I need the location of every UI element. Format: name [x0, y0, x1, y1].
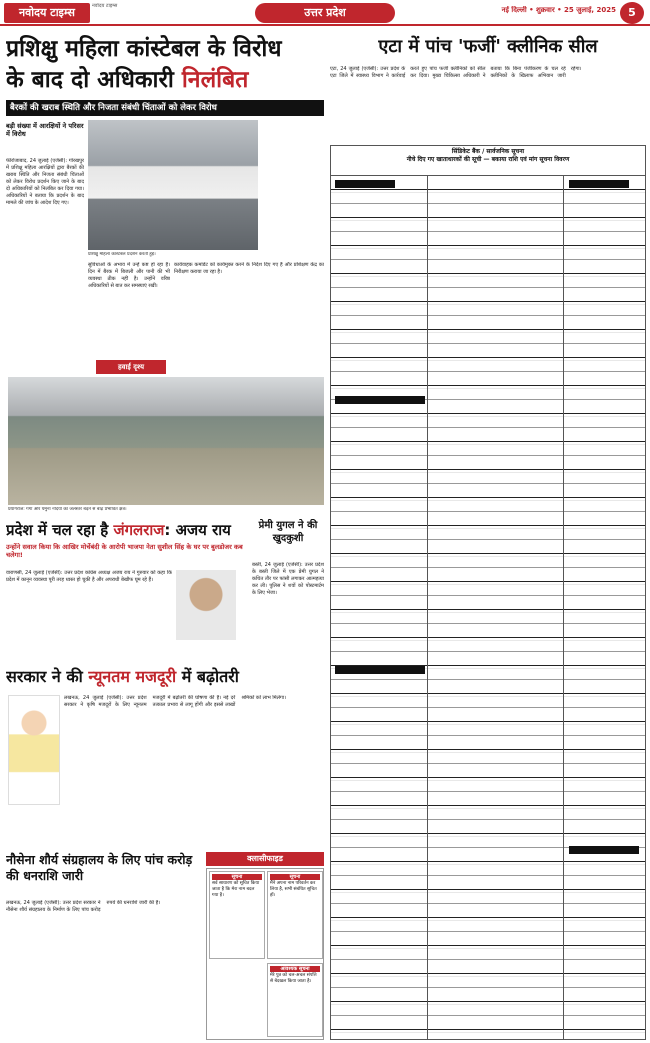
dateline: नई दिल्ली • शुक्रवार • 25 जुलाई, 2025 [501, 6, 616, 14]
protest-photo-caption: प्रशिक्षु महिला कांस्टेबल प्रदर्शन करती हुईं। [88, 252, 156, 257]
story4-headline [6, 665, 324, 689]
protest-photo [88, 120, 258, 250]
story2-headline-red: जंगलराज [113, 521, 165, 539]
story3-body: बस्ती, 24 जुलाई (एजेंसी): उत्तर प्रदेश के बस्ती जिले में एक प्रेमी युगल ने कथित तौर पर फांसी लगाकर आत्महत्या कर ली। पुलिस ने शवों को पोस्टमार्टम के लिए भेजा। [252, 562, 324, 596]
flood-photo-caption: प्रयागराज: गंगा और यमुना नदियों का जलस्तर बढ़ने से बाढ़ प्रभावित क्षेत्र। [8, 507, 127, 512]
bank-notice-grid [331, 176, 645, 1039]
bank-notice-title: सिंडिकेट बैंक / सार्वजनिक सूचना [451, 148, 525, 155]
right-headline: एटा में पांच 'फर्जी' क्लीनिक सील [378, 36, 598, 57]
story2-headline [6, 519, 248, 541]
lead-headline-part1: प्रशिक्षु महिला कांस्टेबल के विरोध [6, 36, 282, 62]
classified-ad-title: सूचना [270, 874, 320, 880]
page-number: 5 [620, 2, 644, 24]
bank-notice-header [331, 146, 645, 176]
labour-illustration [8, 695, 60, 805]
story4-body: लखनऊ, 24 जुलाई (एजेंसी): उत्तर प्रदेश सरकार ने कृषि मजदूरों के लिए न्यूनतम मजदूरी में बढ़ोतरी की घोषणा की है। नई दरें तत्काल प्रभाव से लागू होंगी और इससे लाखों श्रमिकों को लाभ मिलेगा। [64, 695, 287, 708]
newspaper-logo: नवोदय टाइम्स [4, 3, 90, 23]
lead-subhead: बैरकों की खराब स्थिति और निजता संबंधी चिंताओं को लेकर विरोध [6, 100, 324, 116]
lead-headline [6, 34, 324, 98]
ajay-rai-portrait [176, 570, 236, 640]
classified-ad-title: सूचना [212, 874, 262, 880]
section-state-label: उत्तर प्रदेश [255, 3, 395, 23]
notice-block [335, 396, 425, 404]
story5-body: लखनऊ, 24 जुलाई (एजेंसी): उत्तर प्रदेश सरकार ने नौसेना शौर्य संग्रहालय के निर्माण के लिए पांच करोड़ रुपये की धनराशि जारी की है। [6, 900, 161, 913]
story2-body: वाराणसी, 24 जुलाई (एजेंसी): उत्तर प्रदेश कांग्रेस अध्यक्ष अजय राय ने गुरुवार को कहा कि प्रदेश में कानून व्यवस्था पूरी तरह ध्वस्त हो चुकी है और अपराधी बेखौफ घूम रहे हैं। [6, 570, 172, 583]
classified-ad-text: सर्व साधारण को सूचित किया जाता है कि मेरा नाम बदल गया है। [212, 881, 260, 898]
right-body: एटा, 24 जुलाई (एजेंसी): उत्तर प्रदेश के एटा जिले में स्वास्थ्य विभाग ने कार्रवाई करते हुए पांच फर्जी क्लीनिकों को सील कर दिया। मुख्य चिकित्सा अधिकारी ने बताया कि बिना पंजीकरण के चल रहे क्लीनिकों के खिलाफ अभियान जारी रहेगा। [330, 66, 582, 79]
story5-headline: नौसेना शौर्य संग्रहालय के लिए पांच करोड़ की धनराशि जारी [6, 852, 193, 883]
story4-headline-part1: सरकार ने की [6, 667, 83, 686]
flood-aerial-photo [8, 377, 324, 505]
lead-column-1: फीरोजाबाद, 24 जुलाई (एजेंसी): गोरखपुर में प्रशिक्षु महिला आरक्षियों द्वारा बैरकों की खराब स्थिति और निजता संबंधी चिंताओं को लेकर विरोध प्रदर्शन किए जाने के बाद दो अधिकारियों को निलंबित कर दिया गया। अधिकारियों ने बताया कि प्रदर्शन के बाद मामले की जांच के आदेश दिए गए। [6, 158, 84, 206]
story4-headline-part2: में बढ़ोतरी [181, 667, 239, 686]
lead-bullet: बड़ी संख्या में आरक्षियों ने परिसर में विरोध [6, 122, 84, 138]
classified-ad [267, 871, 323, 959]
bank-notice [330, 145, 646, 1040]
notice-block [335, 180, 395, 188]
classified-header: क्लासीफाइड [206, 852, 324, 866]
story3-headline: प्रेमी युगल ने की खुदकुशी [258, 520, 318, 544]
notice-block [569, 180, 629, 188]
bank-notice-subtitle: नीचे दिए गए खाताधारकों की सूची — बकाया राशि एवं मांग सूचना विवरण [406, 156, 570, 163]
story2-headline-tail: : अजय राय [164, 521, 231, 539]
classified-ad [267, 963, 323, 1037]
story2-subhead: उन्होंने सवाल किया कि आखिर मोर्चेबंदी के आरोपी भाजपा नेता सुशील सिंह के घर पर बुलडोजर कब चलेगा! [6, 543, 243, 559]
notice-block [569, 846, 639, 854]
lead-headline-part2: के बाद दो अधिकारी [6, 67, 174, 93]
lead-column-2: सुविधाओं के अभाव में उन्हें कष्ट हो रहा है। दिन में बैरक में बिजली और पानी की भी व्यवस्था ठीक नहीं है। उन्होंने वरिष्ठ अधिकारियों से बात कर समस्याएं रखीं। [88, 262, 170, 289]
story2-headline-part1: प्रदेश में चल रहा है [6, 521, 109, 539]
story4-headline-red: न्यूनतम मजदूरी [88, 667, 177, 686]
lead-headline-red: निलंबित [181, 67, 249, 93]
classified-ad-title: आवश्यक सूचना [270, 966, 320, 972]
lead-column-3: कार्यवाहक कमांडेंट को कार्यमुक्त करने के निर्देश दिए गए हैं और प्रशिक्षण केंद्र का निरीक्षण कराया जा रहा है। [174, 262, 324, 275]
aerial-view-tag: हवाई दृश्य [96, 360, 166, 374]
classified-ad-text: मैंने अपना नाम परिवर्तन कर लिया है, सभी संबंधित सूचित हों। [270, 881, 317, 898]
classified-ads [206, 868, 324, 1040]
classified-ad-text: मेरे पुत्र को चल-अचल संपत्ति से बेदखल किया जाता है। [270, 973, 317, 984]
edition-tag: नवोदय टाइम्स [92, 3, 118, 9]
classified-ad [209, 871, 265, 959]
notice-block [335, 666, 425, 674]
